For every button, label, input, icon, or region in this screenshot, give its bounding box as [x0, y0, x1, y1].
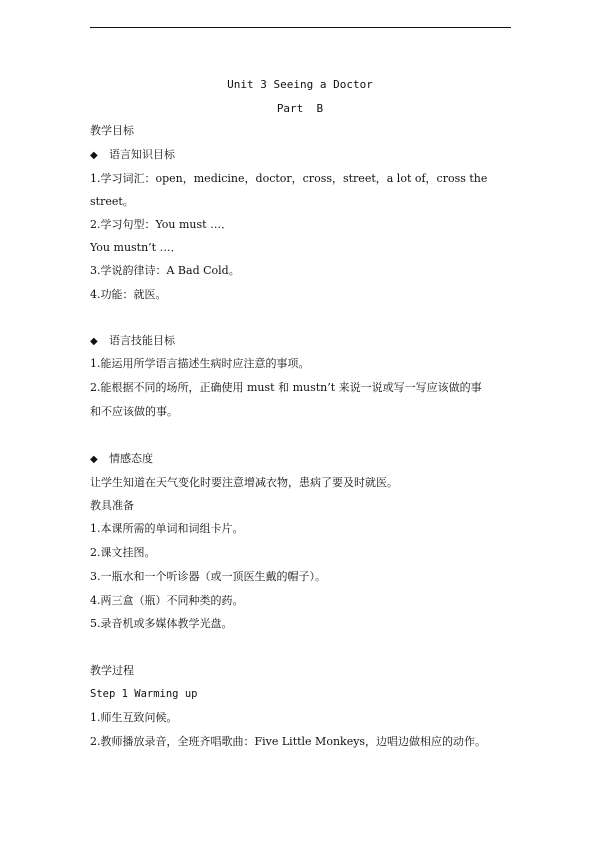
process-heading: 教学过程	[90, 664, 134, 677]
diamond-bullet-icon: ◆	[90, 454, 98, 465]
knowledge-heading: 语言知识目标	[109, 148, 175, 161]
materials-item: 4.两三盒（瓶）不同种类的药。	[90, 594, 244, 607]
materials-item: 2.课文挂图。	[90, 546, 156, 559]
skills-item: 1.能运用所学语言描述生病时应注意的事项。	[90, 357, 310, 370]
diamond-bullet-icon: ◆	[90, 150, 98, 161]
knowledge-heading-row	[90, 148, 175, 163]
skills-heading: 语言技能目标	[109, 334, 175, 347]
materials-item: 3.一瓶水和一个听诊器（或一顶医生戴的帽子）。	[90, 570, 326, 583]
materials-heading: 教具准备	[90, 499, 134, 512]
diamond-bullet-icon: ◆	[90, 336, 98, 347]
header-rule	[90, 27, 511, 28]
attitude-heading: 情感态度	[109, 452, 153, 465]
process-item: 1.师生互致问候。	[90, 711, 178, 724]
knowledge-item: street。	[90, 195, 134, 208]
materials-item: 5.录音机或多媒体教学光盘。	[90, 617, 233, 630]
part-title: Part B	[276, 102, 324, 115]
skills-item: 和不应该做的事。	[90, 405, 178, 418]
objectives-heading: 教学目标	[90, 124, 134, 137]
step-1-heading: Step 1 Warming up	[90, 688, 198, 700]
knowledge-item: 4.功能：就医。	[90, 288, 167, 301]
materials-item: 1.本课所需的单词和词组卡片。	[90, 522, 244, 535]
skills-item: 2.能根据不同的场所，正确使用 must 和 mustn’t 来说一说或写一写应该做的事	[90, 381, 482, 394]
knowledge-item: 1.学习词汇：open，medicine，doctor，cross，street，a lot of，cross the	[90, 172, 488, 185]
knowledge-item: You mustn’t …．	[90, 241, 182, 254]
process-item: 2.教师播放录音，全班齐唱歌曲：Five Little Monkeys，边唱边做相应的动作。	[90, 735, 487, 748]
skills-heading-row	[90, 334, 175, 349]
attitude-heading-row	[90, 452, 153, 467]
attitude-item: 让学生知道在天气变化时要注意增减衣物，患病了要及时就医。	[90, 476, 398, 489]
knowledge-item: 3.学说韵律诗：A Bad Cold。	[90, 264, 240, 277]
unit-title: Unit 3 Seeing a Doctor	[227, 78, 373, 91]
knowledge-item: 2.学习句型：You must …．	[90, 218, 233, 231]
